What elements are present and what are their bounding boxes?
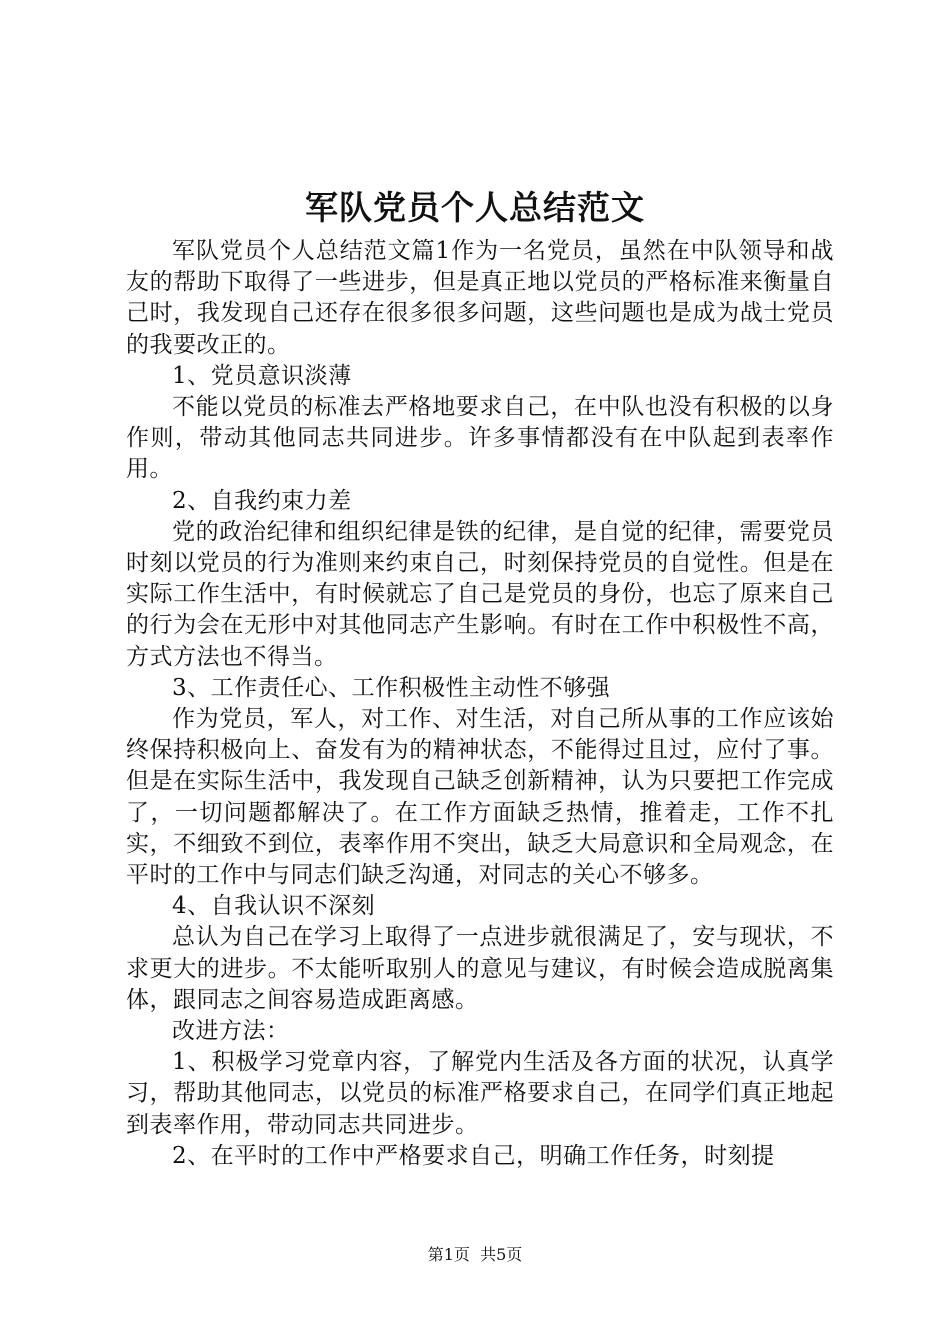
heading-item-4: 4、自我认识不深刻 [172,893,376,920]
paragraph-item-2: 党的政治纪律和组织纪律是铁的纪律，是自觉的纪律，需要党员时刻以党员的行为准则来约束自己，时刻保持党员的自觉性。但是在实际工作生活中，有时候就忘了自己是党员的身份，也忘了原来自己的行为会在无形中对其他同志产生影响。有时在工作中积极性不高，方式方法也不得当。 [126,518,834,670]
paragraph-improvement-1: 1、积极学习党章内容，了解党内生活及各方面的状况，认真学习，帮助其他同志，以党员的标准严格要求自己，在同学们真正地起到表率作用，带动同志共同进步。 [126,1049,834,1138]
paragraph-item-4: 总认为自己在学习上取得了一点进步就很满足了，安与现状，不求更大的进步。不太能听取别人的意见与建议，有时候会造成脱离集体，跟同志之间容易造成距离感。 [126,924,834,1013]
page-number: 第1页 共5页 [427,1245,523,1264]
paragraph-improvement-2: 2、在平时的工作中严格要求自己，明确工作任务，时刻提 [172,1142,775,1169]
paragraph-item-3: 作为党员，军人，对工作、对生活，对自己所从事的工作应该始终保持积极向上、奋发有为的精神状态，不能得过且过，应付了事。但是在实际生活中，我发现自己缺乏创新精神，认为只要把工作完成了，一切问题都解决了。在工作方面缺乏热情，推着走，工作不扎实，不细致不到位，表率作用不突出，缺乏大局意识和全局观念，在平时的工作中与同志们缺乏沟通，对同志的关心不够多。 [126,706,834,889]
heading-improvement: 改进方法： [172,1018,290,1045]
heading-item-2: 2、自我约束力差 [172,487,352,514]
heading-item-1: 1、党员意识淡薄 [172,362,352,389]
page-footer [0,1244,950,1266]
heading-item-3: 3、工作责任心、工作积极性主动性不够强 [172,674,611,701]
paragraph-item-1: 不能以党员的标准去严格地要求自己，在中队也没有积极的以身作则，带动其他同志共同进步。许多事情都没有在中队起到表率作用。 [126,394,834,483]
document-title: 军队党员个人总结范文 [305,188,645,227]
paragraph-intro: 军队党员个人总结范文篇1作为一名党员，虽然在中队领导和战友的帮助下取得了一些进步，但是真正地以党员的严格标准来衡量自己时，我发现自己还存在很多很多问题，这些问题也是成为战士党员的我要改正的。 [126,238,834,358]
document-body [126,236,834,1172]
